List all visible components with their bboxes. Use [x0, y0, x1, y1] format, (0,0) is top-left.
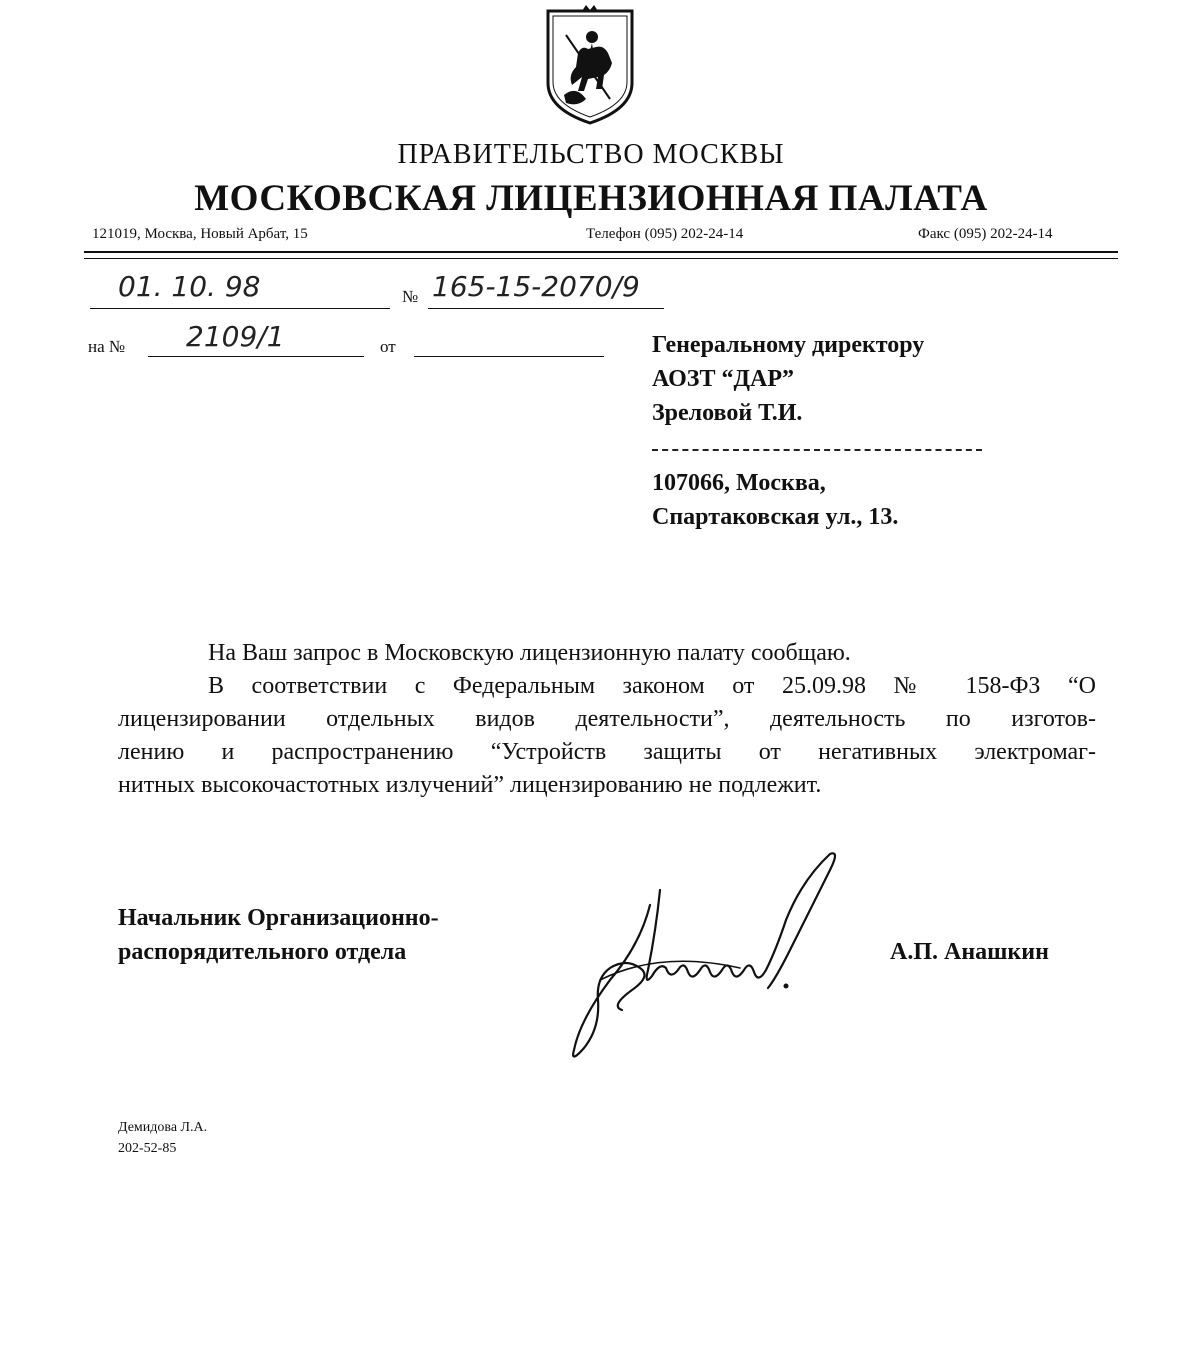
recipient-position: Генеральному директору — [652, 332, 925, 358]
header-rule — [84, 251, 1118, 253]
body-paragraph-1: На Ваш запрос в Московскую лицензионную палату сообщаю. — [208, 640, 851, 666]
recipient-company: АОЗТ “ДАР” — [652, 366, 794, 392]
sender-address: 121019, Москва, Новый Арбат, 15 — [92, 226, 308, 242]
body-paragraph-2-line-4: нитных высокочастотных излучений” лицензированию не подлежит. — [118, 772, 822, 798]
government-title: ПРАВИТЕЛЬСТВО МОСКВЫ — [397, 139, 785, 170]
in-reply-line — [148, 356, 364, 357]
recipient-name: Зреловой Т.И. — [652, 400, 803, 426]
date-line — [90, 308, 390, 309]
recipient-address-city: 107066, Москва, — [652, 470, 826, 496]
number-line — [428, 308, 664, 309]
header-rule-thin — [84, 258, 1118, 259]
outgoing-number: 165-15-2070/9 — [432, 270, 640, 303]
body-paragraph-2-line-2: лицензировании отдельных видов деятельности”, деятельность по изготов- — [118, 706, 1096, 732]
body-paragraph-2-line-3: лению и распространению “Устройств защиты от негативных электромаг- — [118, 739, 1096, 765]
outgoing-date: 01. 10. 98 — [118, 270, 261, 303]
moscow-coat-of-arms-icon — [542, 5, 638, 127]
signatory-title-line-2: распорядительного отдела — [118, 939, 407, 965]
signatory-title-line-1: Начальник Организационно- — [118, 905, 439, 931]
handwritten-signature — [540, 850, 870, 1070]
organization-title: МОСКОВСКАЯ ЛИЦЕНЗИОННАЯ ПАЛАТА — [194, 178, 988, 219]
signatory-name: А.П. Анашкин — [890, 939, 1049, 965]
recipient-separator — [652, 449, 982, 451]
in-reply-number: 2109/1 — [186, 320, 285, 353]
body-paragraph-2-line-1: В соответствии с Федеральным законом от 25.09.98 № 158-ФЗ “О — [208, 673, 1096, 699]
in-reply-label: на № — [88, 337, 126, 356]
recipient-address-street: Спартаковская ул., 13. — [652, 504, 899, 530]
from-line — [414, 356, 604, 357]
number-label: № — [402, 287, 419, 306]
sender-phone: Телефон (095) 202-24-14 — [586, 226, 744, 242]
from-label: от — [380, 337, 396, 356]
sender-fax: Факс (095) 202-24-14 — [918, 226, 1053, 242]
executor-phone: 202-52-85 — [118, 1141, 177, 1156]
executor-name: Демидова Л.А. — [118, 1120, 208, 1135]
